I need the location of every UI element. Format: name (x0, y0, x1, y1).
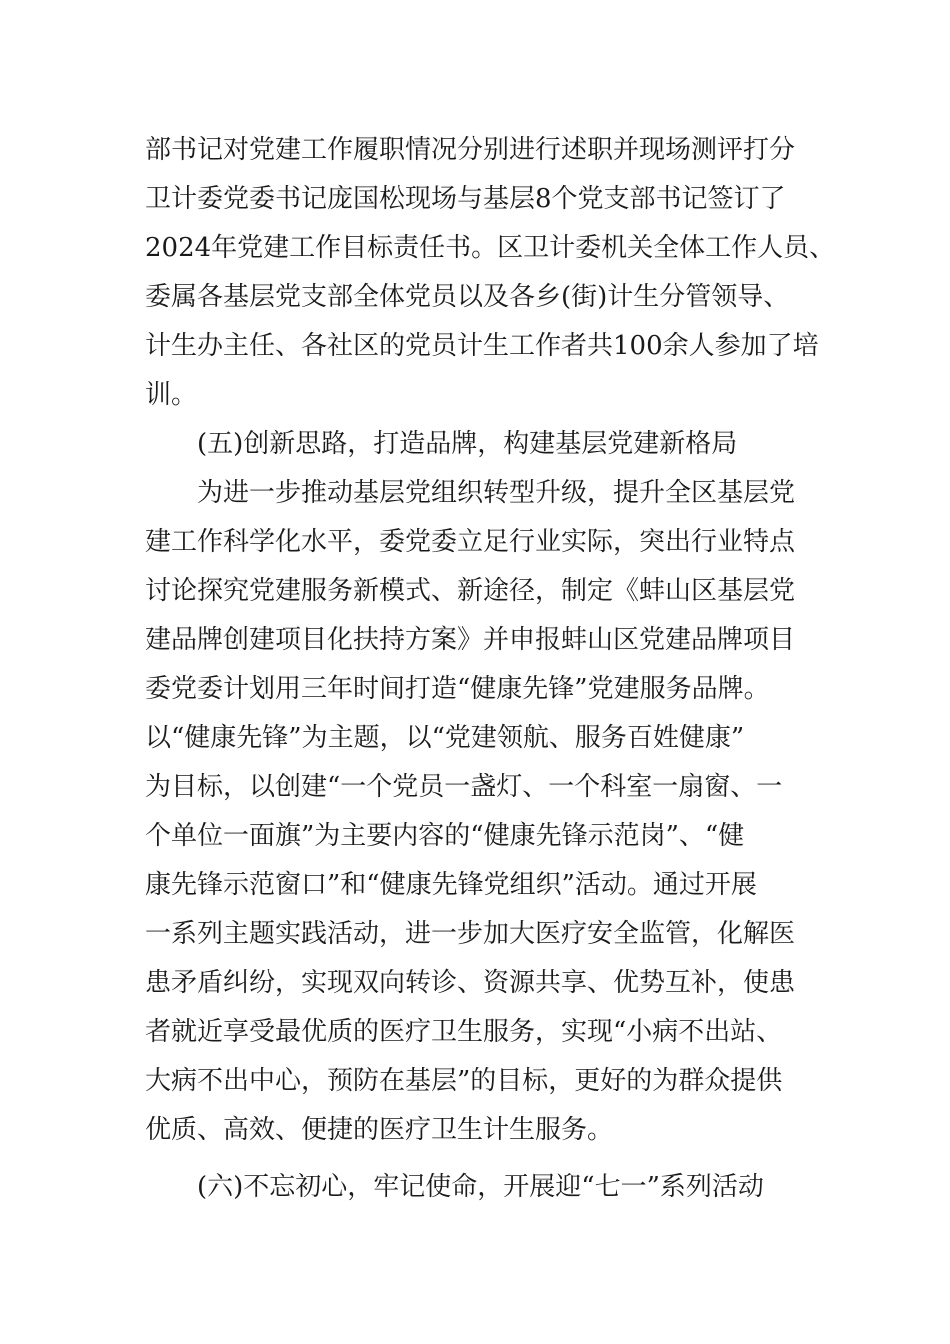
document-body (145, 126, 836, 1212)
section-heading-5: (五)创新思路，打造品牌，构建基层党建新格局 (197, 429, 738, 459)
text-line: 计生办主任、各社区的党员计生工作者共100余人参加了培 (145, 331, 819, 361)
text-line: 以“健康先锋”为主题，以“党建领航、服务百姓健康” (145, 723, 745, 753)
text-line: 康先锋示范窗口”和“健康先锋党组织”活动。通过开展 (145, 870, 757, 900)
paragraph-branding (145, 469, 825, 1155)
text-line: 卫计委党委书记庞国松现场与基层8个党支部书记签订了 (145, 184, 786, 214)
text-line: 委党委计划用三年时间打造“健康先锋”党建服务品牌。 (145, 674, 770, 704)
text-line: 建品牌创建项目化扶持方案》并申报蚌山区党建品牌项目 (145, 625, 796, 655)
text-line: 一系列主题实践活动，进一步加大医疗安全监管，化解医 (145, 919, 796, 949)
text-line: 部书记对党建工作履职情况分别进行述职并现场测评打分 (145, 135, 796, 165)
text-line: 为目标，以创建“一个党员一盏灯、一个科室一扇窗、一 (145, 772, 783, 802)
text-line: 大病不出中心，预防在基层”的目标，更好的为群众提供 (145, 1066, 783, 1096)
text-line: 2024年党建工作目标责任书。区卫计委机关全体工作人员、 (145, 233, 836, 263)
text-line: 训。 (145, 380, 198, 410)
section-heading-6: (六)不忘初心，牢记使命，开展迎“七一”系列活动 (197, 1172, 764, 1202)
text-line: 委属各基层党支部全体党员以及各乡(街)计生分管领导、 (145, 282, 790, 312)
text-line: 建工作科学化水平，委党委立足行业实际，突出行业特点 (145, 527, 796, 557)
text-line: 个单位一面旗”为主要内容的“健康先锋示范岗”、“健 (145, 821, 745, 851)
text-line: 者就近享受最优质的医疗卫生服务，实现“小病不出站、 (145, 1017, 783, 1047)
text-line: 讨论探究党建服务新模式、新途径，制定《蚌山区基层党 (145, 576, 796, 606)
text-line: 为进一步推动基层党组织转型升级，提升全区基层党 (197, 478, 796, 508)
text-line: 患矛盾纠纷，实现双向转诊、资源共享、优势互补，使患 (145, 968, 796, 998)
text-line: 优质、高效、便捷的医疗卫生计生服务。 (145, 1115, 614, 1145)
paragraph-continued (145, 126, 836, 420)
